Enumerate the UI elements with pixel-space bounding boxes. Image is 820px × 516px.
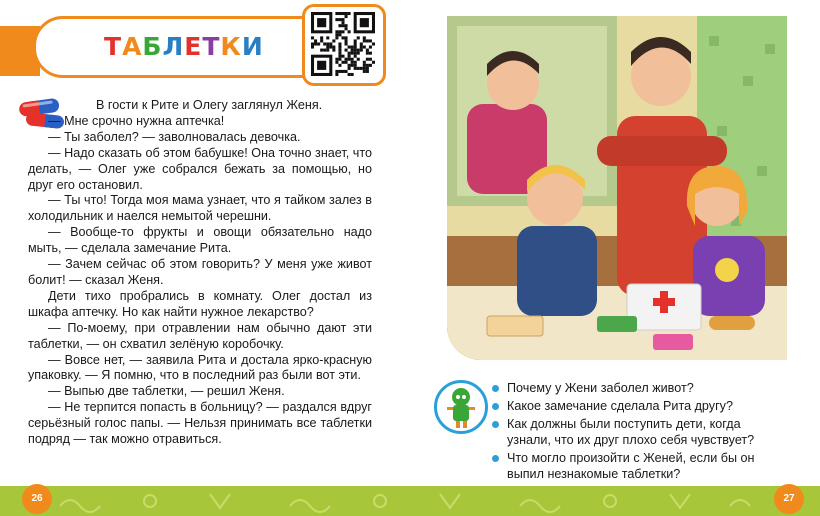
page-number-left: 26: [22, 484, 52, 514]
question-list: [490, 380, 786, 484]
question-item: Какое замечание сделала Рита другу?: [490, 398, 786, 414]
robot-badge: [434, 380, 488, 434]
story-paragraph: — Мне срочно нужна аптечка!: [48, 113, 225, 128]
story-paragraph: — Ты заболел? — заволновалась девочка.: [48, 129, 301, 144]
story-paragraph: — Вообще-то фрукты и овощи обязательно надо мыть, — сделала замечание Рита.: [28, 225, 372, 256]
story-paragraph: В гости к Рите и Олегу заглянул Женя.: [96, 98, 323, 112]
title-letter: Е: [184, 32, 203, 61]
title-letter: Т: [104, 32, 123, 61]
story-paragraph: — Зачем сейчас об этом говорить? У меня уже живот болит! — сказал Женя.: [28, 257, 372, 287]
story-paragraph: — Вовсе нет, — заявила Рита и достала ярко-красную упаковку. — Я помню, что в последний раз были вот эти.: [28, 352, 372, 383]
robot-character-icon: [437, 383, 485, 431]
footer-doodle-pattern: [0, 486, 820, 516]
qr-code-icon[interactable]: [311, 12, 375, 76]
story-paragraph: Дети тихо пробрались в комнату. Олег достал из шкафа аптечку. Но как найти нужное лекарство?: [28, 288, 372, 319]
title-letter: Б: [142, 32, 163, 61]
story-paragraph: — Не терпится попасть в больницу? — раздался вдруг серьёзный голос папы. — Нельзя принимать все таблетки подряд — так можно отравиться.: [28, 400, 372, 447]
question-item: Почему у Жени заболел живот?: [490, 380, 786, 396]
question-item: Как должны были поступить дети, когда узнали, что их друг плохо себя чувствует?: [490, 416, 786, 448]
story-illustration: [447, 16, 787, 360]
story-paragraph: — По-моему, при отравлении нам обычно дают эти таблетки, — он схватил зелёную коробочку.: [28, 320, 372, 351]
story-text: [28, 98, 372, 448]
title-letter: Т: [202, 32, 221, 61]
story-paragraph: — Ты что! Тогда моя мама узнает, что я тайком залез в холодильник и наелся немытой черешни.: [28, 193, 372, 224]
title-letter: К: [220, 32, 242, 61]
title-letter: Л: [162, 32, 185, 61]
title-letter: А: [122, 32, 143, 61]
title-letter: И: [241, 32, 264, 61]
question-item: Что могло произойти с Женей, если бы он выпил незнакомые таблетки?: [490, 450, 786, 482]
page-number-right: 27: [774, 484, 804, 514]
story-paragraph: — Выпью две таблетки, — решил Женя.: [48, 384, 285, 399]
lesson-title: [104, 32, 264, 61]
story-paragraph: — Надо сказать об этом бабушке! Она точно знает, что делать, — Олег уже собрался бежать за помощью, но друг его остановил.: [28, 145, 372, 192]
